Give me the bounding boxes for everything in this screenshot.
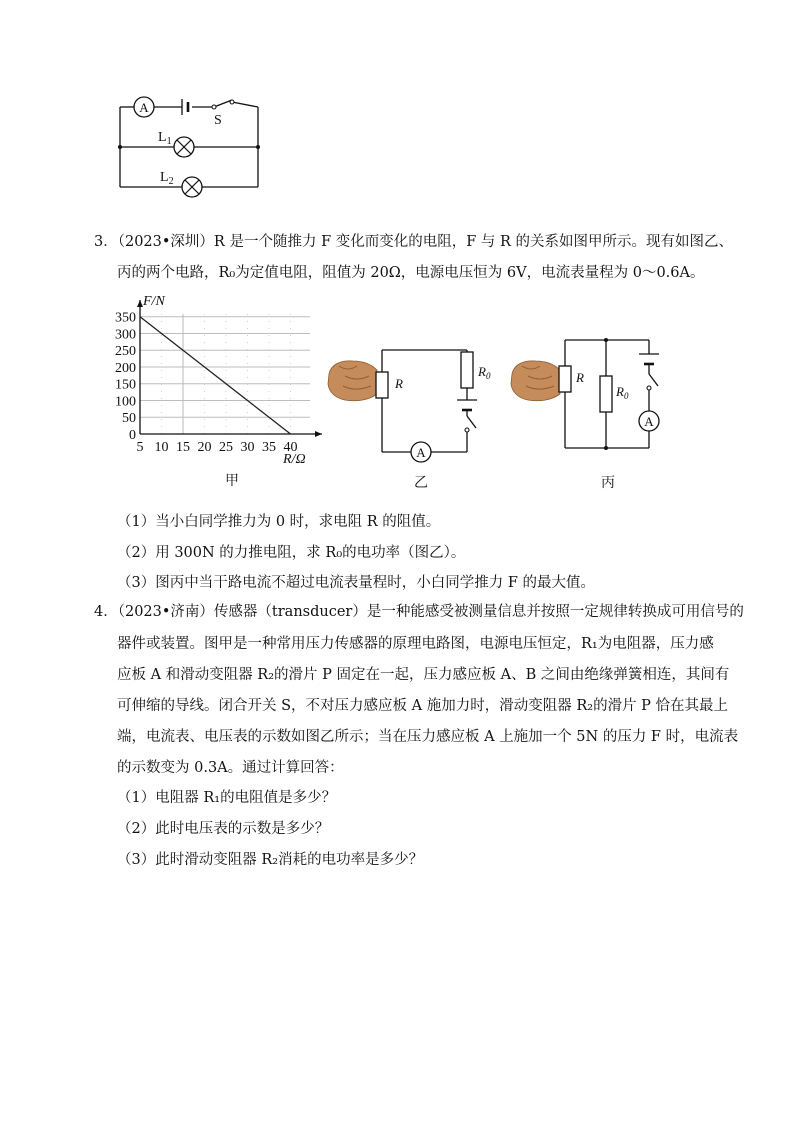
y-tick-label: 350 — [115, 310, 136, 326]
y-tick-label: 50 — [122, 411, 136, 427]
q4-stem-line-2: 器件或装置。图甲是一种常用压力传感器的原理电路图，电源电压恒定，R₁为电阻器，压力感 — [117, 636, 714, 652]
series-line — [140, 317, 291, 434]
q3-stem-line-2: 丙的两个电路，R₀为定值电阻，阻值为 20Ω，电源电压恒为 6V，电流表量程为 0～0.6A。 — [117, 265, 705, 281]
fist-icon — [511, 361, 560, 401]
resistor-r — [376, 372, 388, 398]
lamp-2-label: $L_2$ — [160, 170, 174, 187]
q3-sub-question-1: （1）当小白同学推力为 0 时，求电阻 R 的阻值。 — [117, 514, 441, 530]
q4-sub-question-3: （3）此时滑动变阻器 R₂消耗的电功率是多少？ — [117, 852, 424, 868]
force-resistance-chart — [100, 288, 330, 488]
lamp-2-symbol — [182, 177, 202, 197]
svg-text:R: R — [576, 370, 584, 385]
figure-label-bing: 丙 — [601, 476, 615, 490]
x-tick-label: 40 — [283, 440, 298, 455]
q4-stem-line-5: 端，电流表、电压表的示数如图乙所示；当在压力感应板 A 上施加一个 5N 的压力 F 时，电流表 — [117, 729, 739, 745]
switch-label: S — [214, 113, 222, 128]
lamp-1-label: $L_1$ — [158, 130, 172, 147]
q4-stem-line-4: 可伸缩的导线。闭合开关 S，不对压力感应板 A 施加力时，滑动变阻器 R₂的滑片 P 恰在其最上 — [117, 698, 729, 714]
ammeter-symbol — [134, 97, 154, 117]
x-tick-label: 15 — [176, 440, 190, 455]
svg-text:A: A — [644, 414, 654, 429]
figure-label-jia: 甲 — [225, 474, 239, 488]
y-tick-label: 250 — [115, 344, 136, 360]
q4-stem-line-3: 应板 A 和滑动变阻器 R₂的滑片 P 固定在一起，压力感应板 A、B 之间由绝缘弹簧相连，其间有 — [117, 667, 730, 683]
resistor-r0 — [600, 376, 612, 412]
y-tick-label: 200 — [115, 360, 136, 376]
x-tick-label: 20 — [197, 440, 212, 455]
x-axis-label: R/Ω — [283, 452, 306, 467]
circuit-yi-diagram — [325, 330, 495, 490]
q4-sub-question-2: （2）此时电压表的示数是多少？ — [117, 821, 330, 837]
top-circuit-diagram — [110, 88, 270, 200]
svg-text:A: A — [139, 100, 149, 115]
y-axis-label: F/N — [143, 294, 165, 309]
resistor-r — [559, 366, 571, 392]
y-tick-label: 100 — [115, 394, 136, 410]
q3-sub-question-2: （2）用 300N 的力推电阻，求 R₀的电功率（图乙）。 — [117, 545, 466, 561]
x-tick-label: 5 — [136, 440, 144, 455]
x-tick-label: 10 — [154, 440, 169, 455]
figure-label-yi: 乙 — [414, 476, 428, 490]
fist-icon — [328, 361, 377, 401]
y-tick-label: 0 — [129, 428, 136, 443]
q4-stem-line-1: 4．（2023•济南）传感器（transducer）是一种能感受被测量信息并按照一定规律转换成可用信号的 — [94, 604, 744, 620]
q4-stem-line-6: 的示数变为 0.3A。通过计算回答： — [117, 760, 344, 776]
resistor-r0 — [461, 352, 473, 388]
circuit-bing-diagram — [508, 330, 688, 490]
x-tick-label: 30 — [240, 440, 255, 455]
y-tick-label: 150 — [115, 377, 136, 393]
svg-text:R0: $R_0$ — [616, 384, 629, 401]
x-axis-arrow — [315, 431, 322, 437]
svg-text:R0: $R_0$ — [478, 364, 491, 381]
svg-text:R: R — [395, 376, 403, 391]
q4-sub-question-1: （1）电阻器 R₁的电阻值是多少？ — [117, 790, 337, 806]
lamp-1-symbol — [174, 137, 194, 157]
q3-stem-line-1: 3．（2023•深圳）R 是一个随推力 F 变化而变化的电阻，F 与 R 的关系如图甲所示。现有如图乙、 — [94, 234, 734, 250]
x-tick-label: 35 — [262, 440, 276, 455]
q3-sub-question-3: （3）图丙中当干路电流不超过电流表量程时，小白同学推力 F 的最大值。 — [117, 575, 596, 591]
svg-text:A: A — [416, 445, 426, 460]
x-tick-label: 25 — [219, 440, 233, 455]
y-tick-label: 300 — [115, 327, 136, 343]
